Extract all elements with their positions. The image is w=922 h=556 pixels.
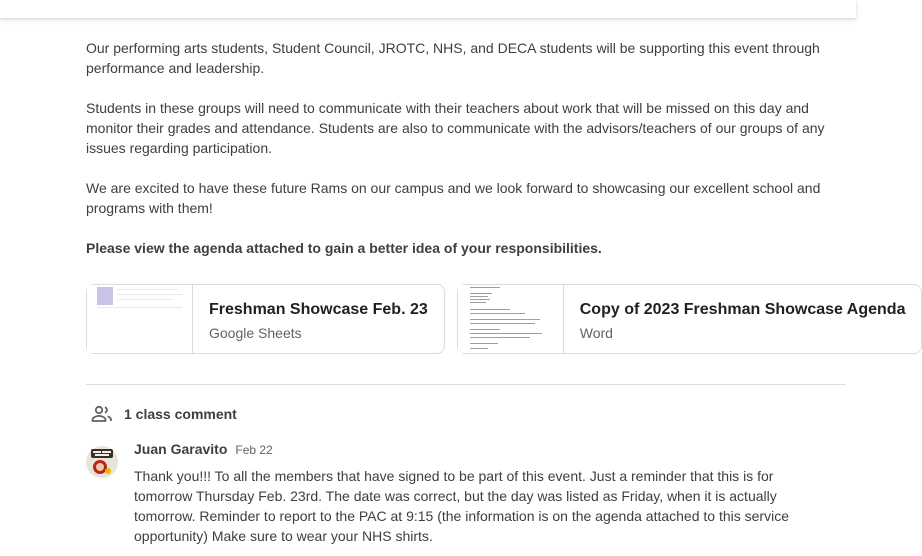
people-icon — [90, 402, 114, 426]
class-comments-header[interactable] — [90, 402, 237, 426]
spreadsheet-thumbnail — [87, 285, 193, 353]
attachment-sheets[interactable] — [86, 284, 445, 354]
comment-author: Juan Garavito — [134, 441, 228, 457]
attachment-title: Freshman Showcase Feb. 23 — [209, 301, 428, 318]
attachment-type: Word — [579, 325, 613, 341]
top-app-bar — [0, 0, 856, 18]
user-avatar — [86, 446, 118, 478]
comment-date: Feb 22 — [235, 443, 273, 457]
attachment-title: Copy of 2023 Freshman Showcase Agenda — [579, 301, 906, 318]
document-thumbnail — [458, 285, 564, 353]
attachment-type: Google Sheets — [209, 325, 302, 341]
post-paragraph: We are excited to have these future Rams on our campus and we look forward to showcasing our excellent school and programs with them! — [86, 180, 821, 216]
post-paragraph: Our performing arts students, Student Council, JROTC, NHS, and DECA students will be supporting this event through performance and leadership. — [86, 40, 820, 76]
post-paragraph: Students in these groups will need to communicate with their teachers about work that will be missed on this day and monitor their grades and attendance. Students are also to communicate with the advisors/teachers of our groups of any issues regarding participation. — [86, 100, 825, 156]
agenda-note: Please view the agenda attached to gain a better idea of your responsibilities. — [86, 240, 602, 256]
comment-count: 1 class comment — [124, 406, 237, 422]
class-comment — [134, 441, 834, 546]
attachments-row — [86, 284, 906, 356]
comment-text: Thank you!!! To all the members that have signed to be part of this event. Just a reminder that this is for tomorrow Thursday Feb. 23rd. The date was correct, but the day was listed as Friday, when it is actually tomorrow. Reminder to report to the PAC at 9:15 (the information is on the agenda attached to this service opportunity) Make sure to wear your NHS shirts. — [134, 468, 789, 544]
announcement-body — [86, 0, 846, 278]
attachment-word[interactable] — [457, 284, 922, 354]
section-divider — [86, 384, 846, 385]
